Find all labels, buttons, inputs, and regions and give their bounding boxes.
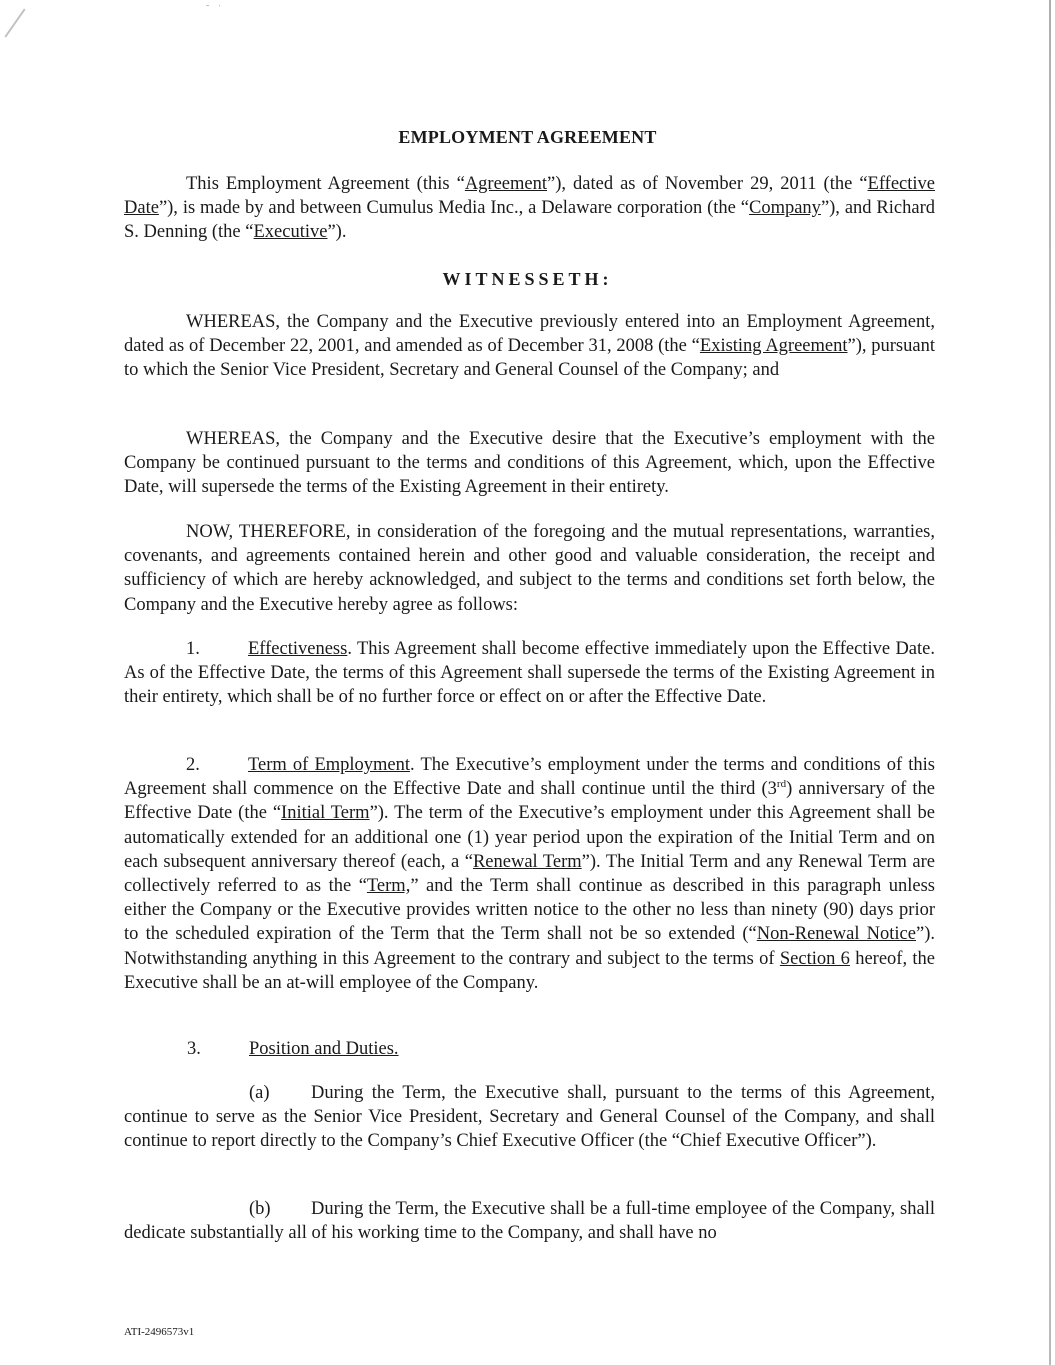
document-title: EMPLOYMENT AGREEMENT: [398, 127, 657, 147]
section-3-heading: Position and Duties.: [249, 1039, 399, 1059]
scan-artifact-edge: [1049, 0, 1051, 1365]
defined-term-term: Term,: [366, 876, 411, 897]
section-3-heading-line: [187, 1039, 399, 1060]
scan-artifact-dots: ˜ ˈ: [206, 4, 225, 15]
intro-paragraph: This Employment Agreement (this “Agreement”), dated as of November 29, 2011 (the “Effective Date”), is made by and between Cumulus Media Inc., a Delaware corporation (the “Company”), and Richard S. Denning (the “Executive”).: [124, 174, 935, 243]
witnesseth-heading: WITNESSETH:: [442, 269, 613, 289]
defined-term-agreement: Agreement: [464, 174, 547, 194]
section-3-number: 3.: [187, 1039, 201, 1059]
section-2-number: 2.: [186, 755, 200, 775]
section-1-paragraph: 1. Effectiveness. This Agreement shall become effective immediately upon the Effective Date. As of the Effective Date, the terms of this Agreement shall supersede the terms of the Existing Agreement in their entirety, which shall be of no further force or effect on or after the Effective Date.: [124, 639, 935, 708]
section-3b-label: (b): [249, 1199, 271, 1219]
section-1-heading: Effectiveness: [248, 639, 348, 659]
section-2-paragraph: 2. Term of Employment. The Executive’s employment under the terms and conditions of this Agreement shall commence on the Effective Date and shall continue until the third (3rd) anniversary of the Effective Date (the “Initial Term”). The term of the Executive’s employment under this Agreement shall be automatically extended for an additional one (1) year period upon the expiration of the Initial Term and on each subsequent anniversary thereof (each, a “Renewal Term”). The Initial Term and any Renewal Term are collectively referred to as the “Term,” and the Term shall continue as described in this paragraph unless either the Company or the Executive provides written notice to the other no less than ninety (90) days prior to the scheduled expiration of the Term that the Term shall not be so extended (“Non-Renewal Notice”). Notwithstanding anything in this Agreement to the contrary and subject to the terms of Section 6 hereof, the Executive shall be an at-will employee of the Company.: [124, 755, 935, 993]
section-3a-label: (a): [249, 1083, 270, 1103]
section-3a-paragraph: (a) During the Term, the Executive shall, pursuant to the terms of this Agreement, continue to serve as the Senior Vice President, Secretary and General Counsel of the Company, and shall continue to report directly to the Company’s Chief Executive Officer (the “Chief Executive Officer”).: [124, 1083, 935, 1152]
whereas-paragraph-1: WHEREAS, the Company and the Executive previously entered into an Employment Agreement, dated as of December 22, 2001, and amended as of December 31, 2008 (the “Existing Agreement”), pursuant to which the Senior Vice President, Secretary and General Counsel of the Company; and: [124, 312, 935, 381]
defined-term-company: Company: [748, 198, 821, 219]
defined-term-initial-term: Initial Term: [281, 803, 370, 824]
now-therefore-paragraph: NOW, THEREFORE, in consideration of the foregoing and the mutual representations, warranties, covenants, and agreements contained herein and other good and valuable consideration, the receipt and sufficiency of which are hereby acknowledged, and subject to the terms and conditions set forth below, the Company and the Executive hereby agree as follows:: [124, 522, 935, 615]
section-3b-paragraph: (b) During the Term, the Executive shall be a full-time employee of the Company, shall dedicate substantially all of his working time to the Company, and shall have no: [124, 1199, 935, 1244]
section-6-reference: Section 6: [779, 948, 850, 969]
section-1-number: 1.: [186, 639, 200, 659]
defined-term-executive: Executive: [253, 222, 328, 243]
defined-term-effective-date: Effective Date: [124, 174, 935, 219]
whereas-paragraph-2: WHEREAS, the Company and the Executive desire that the Executive’s employment with the Company be continued pursuant to the terms and conditions of this Agreement, which, upon the Effective Date, will supersede the terms of the Existing Agreement in their entirety.: [124, 429, 935, 498]
defined-term-existing-agreement: Existing Agreement: [699, 336, 848, 357]
defined-term-renewal-term: Renewal Term: [472, 851, 582, 872]
defined-term-non-renewal-notice: Non-Renewal Notice: [756, 924, 916, 945]
scan-artifact-mark: [4, 9, 25, 38]
document-footer-id: ATI-2496573v1: [124, 1326, 195, 1338]
section-2-heading: Term of Employment: [248, 755, 411, 775]
